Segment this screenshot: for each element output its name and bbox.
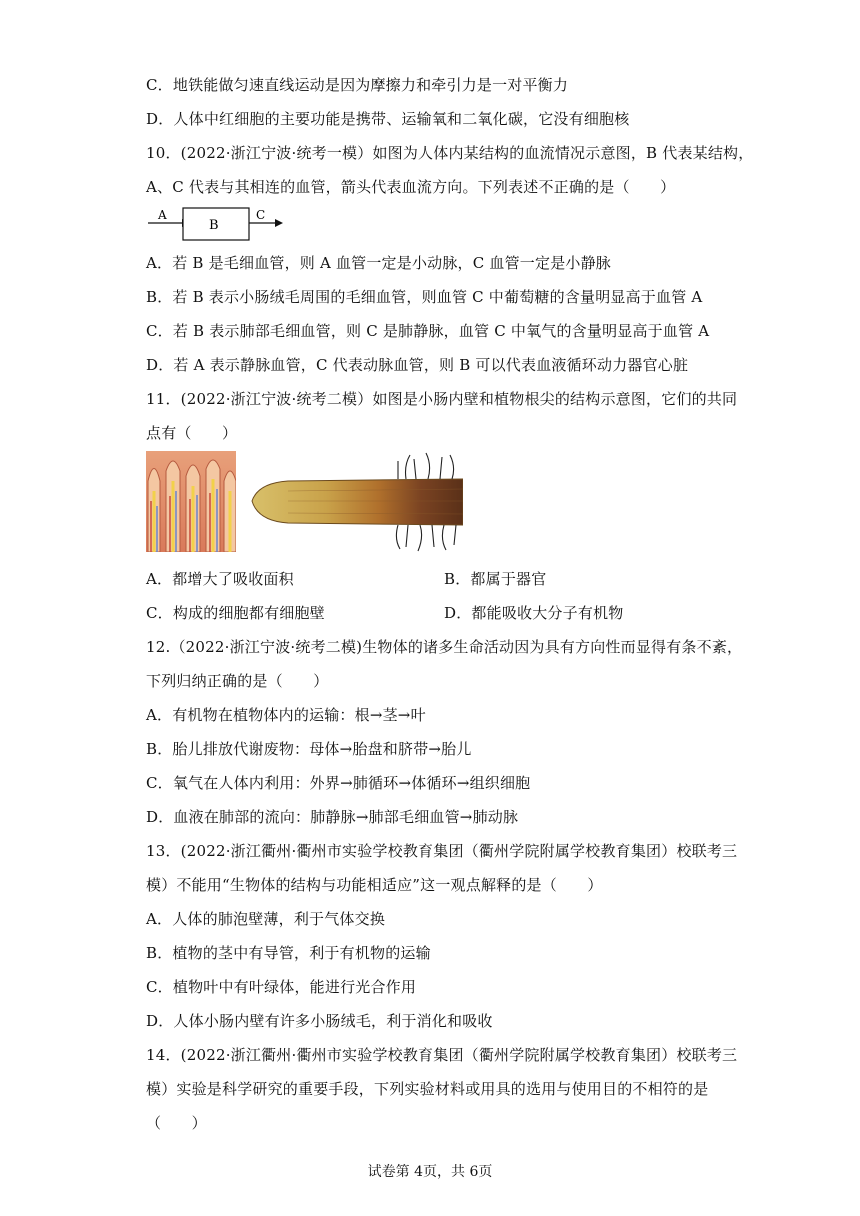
page-footer: 试卷第 4页，共 6页: [367, 1164, 493, 1180]
line-q10-b: B．若 B 表示小肠绒毛周围的毛细血管，则血管 C 中葡萄糖的含量明显高于血管 A: [146, 288, 703, 306]
line-q14-stem-2: 模）实验是科学研究的重要手段，下列实验材料或用具的选用与使用目的不相符的是: [146, 1080, 709, 1098]
root-tip-image: [248, 451, 463, 552]
line-q11-b: B．都属于器官: [444, 570, 547, 588]
line-q10-c: C．若 B 表示肺部毛细血管，则 C 是肺静脉，血管 C 中氧气的含量明显高于血管 A: [146, 322, 710, 340]
line-q14-stem-3: （ ）: [146, 1114, 207, 1132]
intestinal-villi-image: [146, 451, 236, 552]
line-q9-c: C．地铁能做匀速直线运动是因为摩擦力和牵引力是一对平衡力: [146, 76, 569, 94]
line-q14-stem-1: 14．(2022·浙江衢州·衢州市实验学校教育集团（衢州学院附属学校教育集团）校联考三: [146, 1046, 738, 1064]
line-q11-c: C．构成的细胞都有细胞壁: [146, 604, 325, 622]
line-q13-d: D．人体小肠内壁有许多小肠绒毛，利于消化和吸收: [146, 1012, 493, 1030]
line-q10-stem-2: A、C 代表与其相连的血管，箭头代表血流方向。下列表述不正确的是（ ）: [146, 178, 676, 196]
line-q12-stem-1: 12.（2022·浙江宁波·统考二模)生物体的诸多生命活动因为具有方向性而显得有条不紊，: [146, 638, 743, 656]
diagram-label-a: A: [158, 208, 167, 222]
line-q9-d: D．人体中红细胞的主要功能是携带、运输氧和二氧化碳，它没有细胞核: [146, 110, 630, 128]
line-q12-d: D．血液在肺部的流向：肺静脉→肺部毛细血管→肺动脉: [146, 808, 519, 826]
line-q11-stem-2: 点有（ ）: [146, 424, 238, 442]
line-q13-stem-1: 13．(2022·浙江衢州·衢州市实验学校教育集团（衢州学院附属学校教育集团）校联考三: [146, 842, 738, 860]
line-q12-a: A．有机物在植物体内的运输：根→茎→叶: [146, 706, 426, 724]
line-q10-a: A．若 B 是毛细血管，则 A 血管一定是小动脉，C 血管一定是小静脉: [146, 254, 612, 272]
line-q12-b: B．胎儿排放代谢废物：母体→胎盘和脐带→胎儿: [146, 740, 472, 758]
line-q12-c: C．氧气在人体内利用：外界→肺循环→体循环→组织细胞: [146, 774, 531, 792]
line-q10-d: D．若 A 表示静脉血管，C 代表动脉血管，则 B 可以代表血液循环动力器官心脏: [146, 356, 689, 374]
diagram-label-b: B: [209, 218, 219, 233]
line-q13-a: A．人体的肺泡壁薄，利于气体交换: [146, 910, 386, 928]
blood-flow-diagram: [146, 206, 286, 244]
line-q11-a: A．都增大了吸收面积: [146, 570, 294, 588]
line-q13-b: B．植物的茎中有导管，利于有机物的运输: [146, 944, 431, 962]
line-q10-stem-1: 10．(2022·浙江宁波·统考一模）如图为人体内某结构的血流情况示意图，B 代表某结构，: [146, 144, 754, 162]
line-q13-c: C．植物叶中有叶绿体，能进行光合作用: [146, 978, 417, 996]
line-q11-d: D．都能吸收大分子有机物: [444, 604, 624, 622]
line-q13-stem-2: 模）不能用“生物体的结构与功能相适应”这一观点解释的是（ ）: [146, 876, 603, 894]
diagram-label-c: C: [256, 208, 266, 222]
line-q12-stem-2: 下列归纳正确的是（ ）: [146, 672, 329, 690]
line-q11-stem-1: 11．(2022·浙江宁波·统考二模）如图是小肠内壁和植物根尖的结构示意图，它们的共同: [146, 390, 738, 408]
